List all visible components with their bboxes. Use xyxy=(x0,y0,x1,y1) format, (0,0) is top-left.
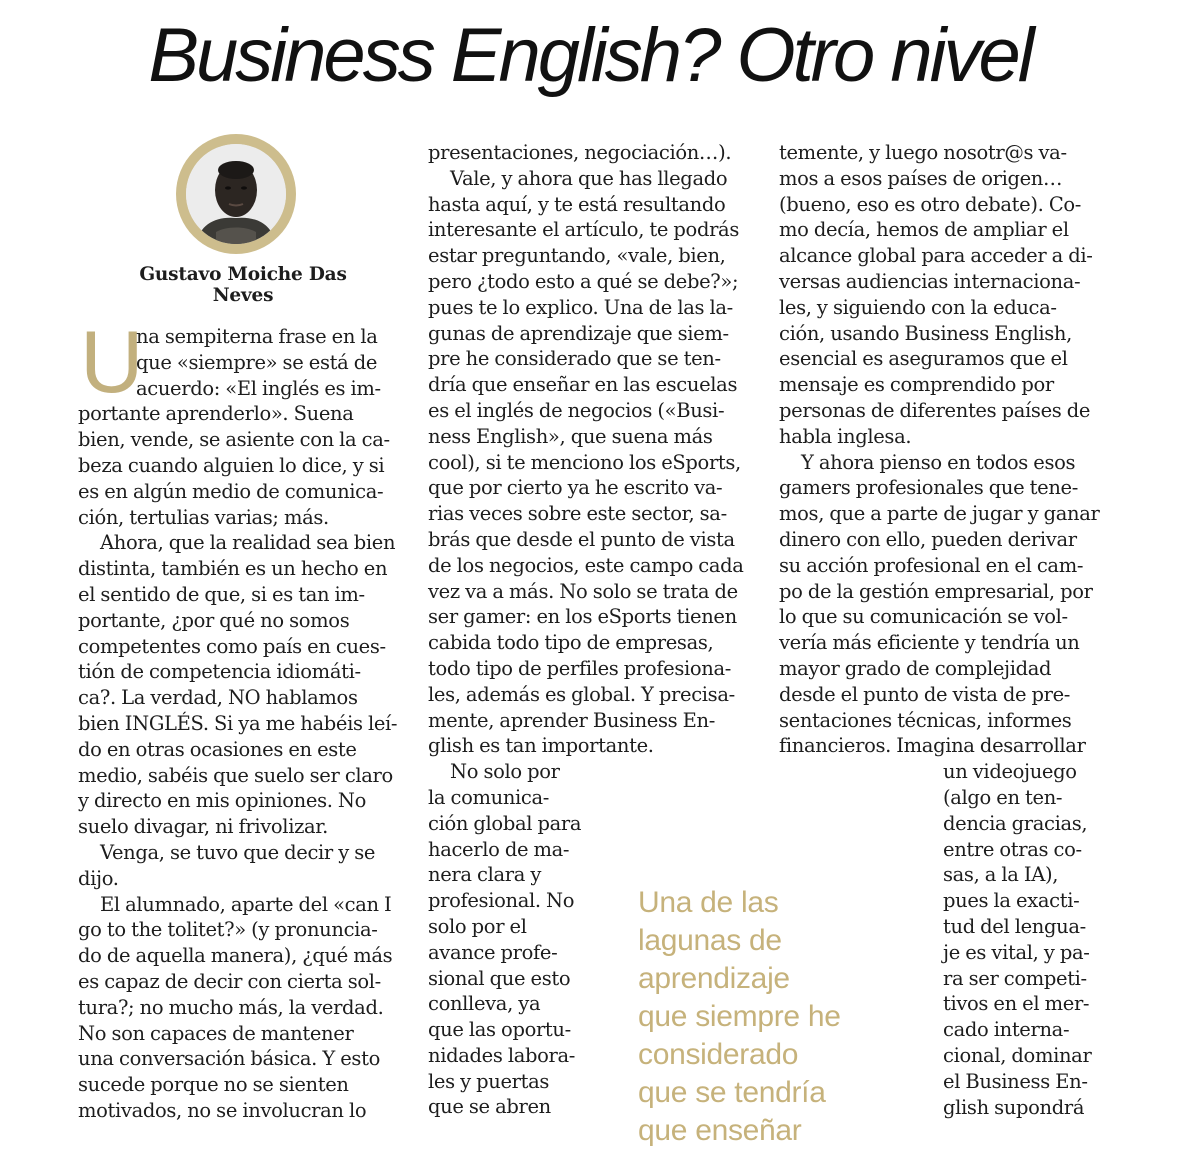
text-line: todo tipo de perfiles profesiona- xyxy=(428,656,732,680)
author-name: Gustavo Moiche Das Neves xyxy=(139,264,347,306)
text-line: les y puertas xyxy=(428,1069,550,1093)
text-line: distinta, también es un hecho en xyxy=(78,557,388,581)
text-line: que «siempre» se está de xyxy=(136,350,378,374)
text-line: glish es tan importante. xyxy=(428,734,654,758)
text-line: competentes como país en cues- xyxy=(78,634,386,658)
text-line: cabida todo tipo de empresas, xyxy=(428,631,714,655)
text-line: sas, a la IA), xyxy=(943,863,1059,887)
headline: Business English? Otro nivel xyxy=(148,13,1032,98)
text-line: pues la exacti- xyxy=(943,889,1080,913)
text-line: vería más eficiente y tendría un xyxy=(779,631,1080,655)
pull-quote-line: Una de las xyxy=(638,886,779,919)
text-line: pero ¿todo esto a qué se debe?»; xyxy=(428,269,739,293)
text-line: ca?. La verdad, NO hablamos xyxy=(78,686,358,710)
text-line: ción global para xyxy=(428,811,582,835)
text-line: suelo divagar, ni frivolizar. xyxy=(78,815,328,839)
pull-quote-line: considerado xyxy=(638,1038,799,1071)
text-line: es capaz de decir con cierta sol- xyxy=(78,969,381,993)
text-line: versas audiencias internaciona- xyxy=(779,269,1081,293)
pull-quote-line: lagunas de xyxy=(638,924,782,957)
text-line: de los negocios, este campo cada xyxy=(428,553,744,577)
text-line: pre he considerado que se ten- xyxy=(428,347,721,371)
text-line: mo decía, hemos de ampliar el xyxy=(779,218,1069,242)
text-line: (algo en ten- xyxy=(943,785,1063,809)
text-line: nera clara y xyxy=(428,863,541,887)
text-line: personas de diferentes países de xyxy=(779,398,1091,422)
drop-cap: U xyxy=(80,312,144,411)
pull-quote-line: que se tendría xyxy=(638,1076,826,1109)
text-line: habla inglesa. xyxy=(779,424,912,448)
text-line: un videojuego xyxy=(943,760,1077,784)
text-line: alcance global para acceder a di- xyxy=(779,244,1093,268)
text-line: do de aquella manera), ¿qué más xyxy=(78,944,393,968)
text-line: profesional. No xyxy=(428,889,575,913)
text-line: que las oportu- xyxy=(428,1018,571,1042)
text-line: No solo por xyxy=(450,760,560,784)
text-line: hasta aquí, y te está resultando xyxy=(428,192,726,216)
text-line: desde el punto de vista de pre- xyxy=(779,682,1071,706)
text-line: es en algún medio de comunica- xyxy=(78,479,384,503)
text-line: portante aprenderlo». Suena xyxy=(78,402,354,426)
text-line: dinero con ello, pueden derivar xyxy=(779,527,1077,551)
text-line: la comunica- xyxy=(428,785,550,809)
text-line: tud del lengua- xyxy=(943,914,1086,938)
text-line: mensaje es comprendido por xyxy=(779,373,1054,397)
text-line: pues te lo explico. Una de las la- xyxy=(428,295,733,319)
text-line: motivados, no se involucran lo xyxy=(78,1098,367,1122)
text-line: es el inglés de negocios («Busi- xyxy=(428,398,725,422)
text-line: tivos en el mer- xyxy=(943,992,1090,1016)
text-line: estar preguntando, «vale, bien, xyxy=(428,244,726,268)
text-line: Vale, y ahora que has llegado xyxy=(450,166,728,190)
article-column-3 xyxy=(779,140,1109,759)
text-line: el sentido de que, si es tan im- xyxy=(78,582,365,606)
text-line: su acción profesional en el cam- xyxy=(779,553,1084,577)
text-line: interesante el artículo, te podrás xyxy=(428,218,739,242)
text-line: financieros. Imagina desarrollar xyxy=(779,734,1086,758)
text-line: vez va a más. No solo se trata de xyxy=(428,579,738,603)
text-line: sentaciones técnicas, informes xyxy=(779,708,1072,732)
text-line: mos a esos países de origen… xyxy=(779,166,1063,190)
text-line: mos, que a parte de jugar y ganar xyxy=(779,502,1100,526)
text-line: El alumnado, aparte del «can I xyxy=(100,892,392,916)
text-line: ra ser competi- xyxy=(943,966,1087,990)
text-line: je es vital, y pa- xyxy=(943,940,1090,964)
article-column-1 xyxy=(78,312,408,1124)
text-line: solo por el xyxy=(428,914,527,938)
text-line: do en otras ocasiones en este xyxy=(78,737,357,761)
text-line: y directo en mis opiniones. No xyxy=(78,789,367,813)
text-line: ser gamer: en los eSports tienen xyxy=(428,605,737,629)
text-line: acuerdo: «El inglés es im- xyxy=(136,376,381,400)
text-line: brás que desde el punto de vista xyxy=(428,527,735,551)
text-line: go to the tolitet?» (y pronuncia- xyxy=(78,918,378,942)
text-line: medio, sabéis que suelo ser claro xyxy=(78,763,393,787)
text-line: les, además es global. Y precisa- xyxy=(428,682,735,706)
text-line: (bueno, eso es otro debate). Co- xyxy=(779,192,1082,216)
text-line: que por cierto ya he escrito va- xyxy=(428,476,723,500)
text-line: ness English», que suena más xyxy=(428,424,713,448)
text-line: entre otras co- xyxy=(943,837,1082,861)
pull-quote-line: que siempre he xyxy=(638,1000,841,1033)
text-line: beza cuando alguien lo dice, y si xyxy=(78,453,385,477)
text-line: temente, y luego nosotr@s va- xyxy=(779,141,1067,164)
text-line: po de la gestión empresarial, por xyxy=(779,579,1093,603)
article-column-3-narrow xyxy=(943,759,1113,1120)
text-line: hacerlo de ma- xyxy=(428,837,570,861)
text-line: gamers profesionales que tene- xyxy=(779,476,1078,500)
text-line: tura?; no mucho más, la verdad. xyxy=(78,995,384,1019)
text-line: les, y siguiendo con la educa- xyxy=(779,295,1057,319)
text-line: dijo. xyxy=(78,866,119,890)
text-line: glish supondrá xyxy=(943,1095,1085,1119)
text-line: bien, vende, se asiente con la ca- xyxy=(78,428,390,452)
text-line: portante, ¿por qué no somos xyxy=(78,608,350,632)
text-line: gunas de aprendizaje que siem- xyxy=(428,321,729,345)
text-line: tión de competencia idiomáti- xyxy=(78,660,361,684)
text-line: No son capaces de mantener xyxy=(78,1021,354,1045)
text-line: presentaciones, negociación…). xyxy=(428,141,732,164)
text-line: Venga, se tuvo que decir y se xyxy=(100,840,376,864)
text-line: cado interna- xyxy=(943,1018,1070,1042)
text-line: conlleva, ya xyxy=(428,992,541,1016)
text-line: lo que su comunicación se vol- xyxy=(779,605,1068,629)
text-line: el Business En- xyxy=(943,1069,1088,1093)
text-line: Y ahora pienso en todos esos xyxy=(801,450,1076,474)
pull-quote-line: que enseñar xyxy=(638,1114,802,1147)
author-photo xyxy=(186,144,286,244)
text-line: bien INGLÉS. Si ya me habéis leí- xyxy=(78,711,398,735)
text-line: ción, usando Business English, xyxy=(779,321,1072,345)
text-line: una conversación básica. Y esto xyxy=(78,1047,380,1071)
text-line: mayor grado de complejidad xyxy=(779,656,1052,680)
text-line: sucede porque no se sienten xyxy=(78,1073,349,1097)
text-line: rias veces sobre este sector, sa- xyxy=(428,502,727,526)
text-line: na sempiterna frase en la xyxy=(136,325,378,348)
text-line: dría que enseñar en las escuelas xyxy=(428,373,738,397)
text-line: avance profe- xyxy=(428,940,558,964)
pull-quote xyxy=(638,884,938,1150)
text-line: Ahora, que la realidad sea bien xyxy=(100,531,396,555)
text-line: esencial es aseguramos que el xyxy=(779,347,1068,371)
text-line: cional, dominar xyxy=(943,1043,1092,1067)
text-line: sional que esto xyxy=(428,966,571,990)
text-line: dencia gracias, xyxy=(943,811,1088,835)
text-line: que se abren xyxy=(428,1095,551,1119)
text-line: mente, aprender Business En- xyxy=(428,708,715,732)
text-line: ción, tertulias varias; más. xyxy=(78,505,329,529)
author-avatar xyxy=(176,134,296,254)
text-line: cool), si te menciono los eSports, xyxy=(428,450,741,474)
pull-quote-line: aprendizaje xyxy=(638,962,790,995)
text-line: nidades labora- xyxy=(428,1043,576,1067)
